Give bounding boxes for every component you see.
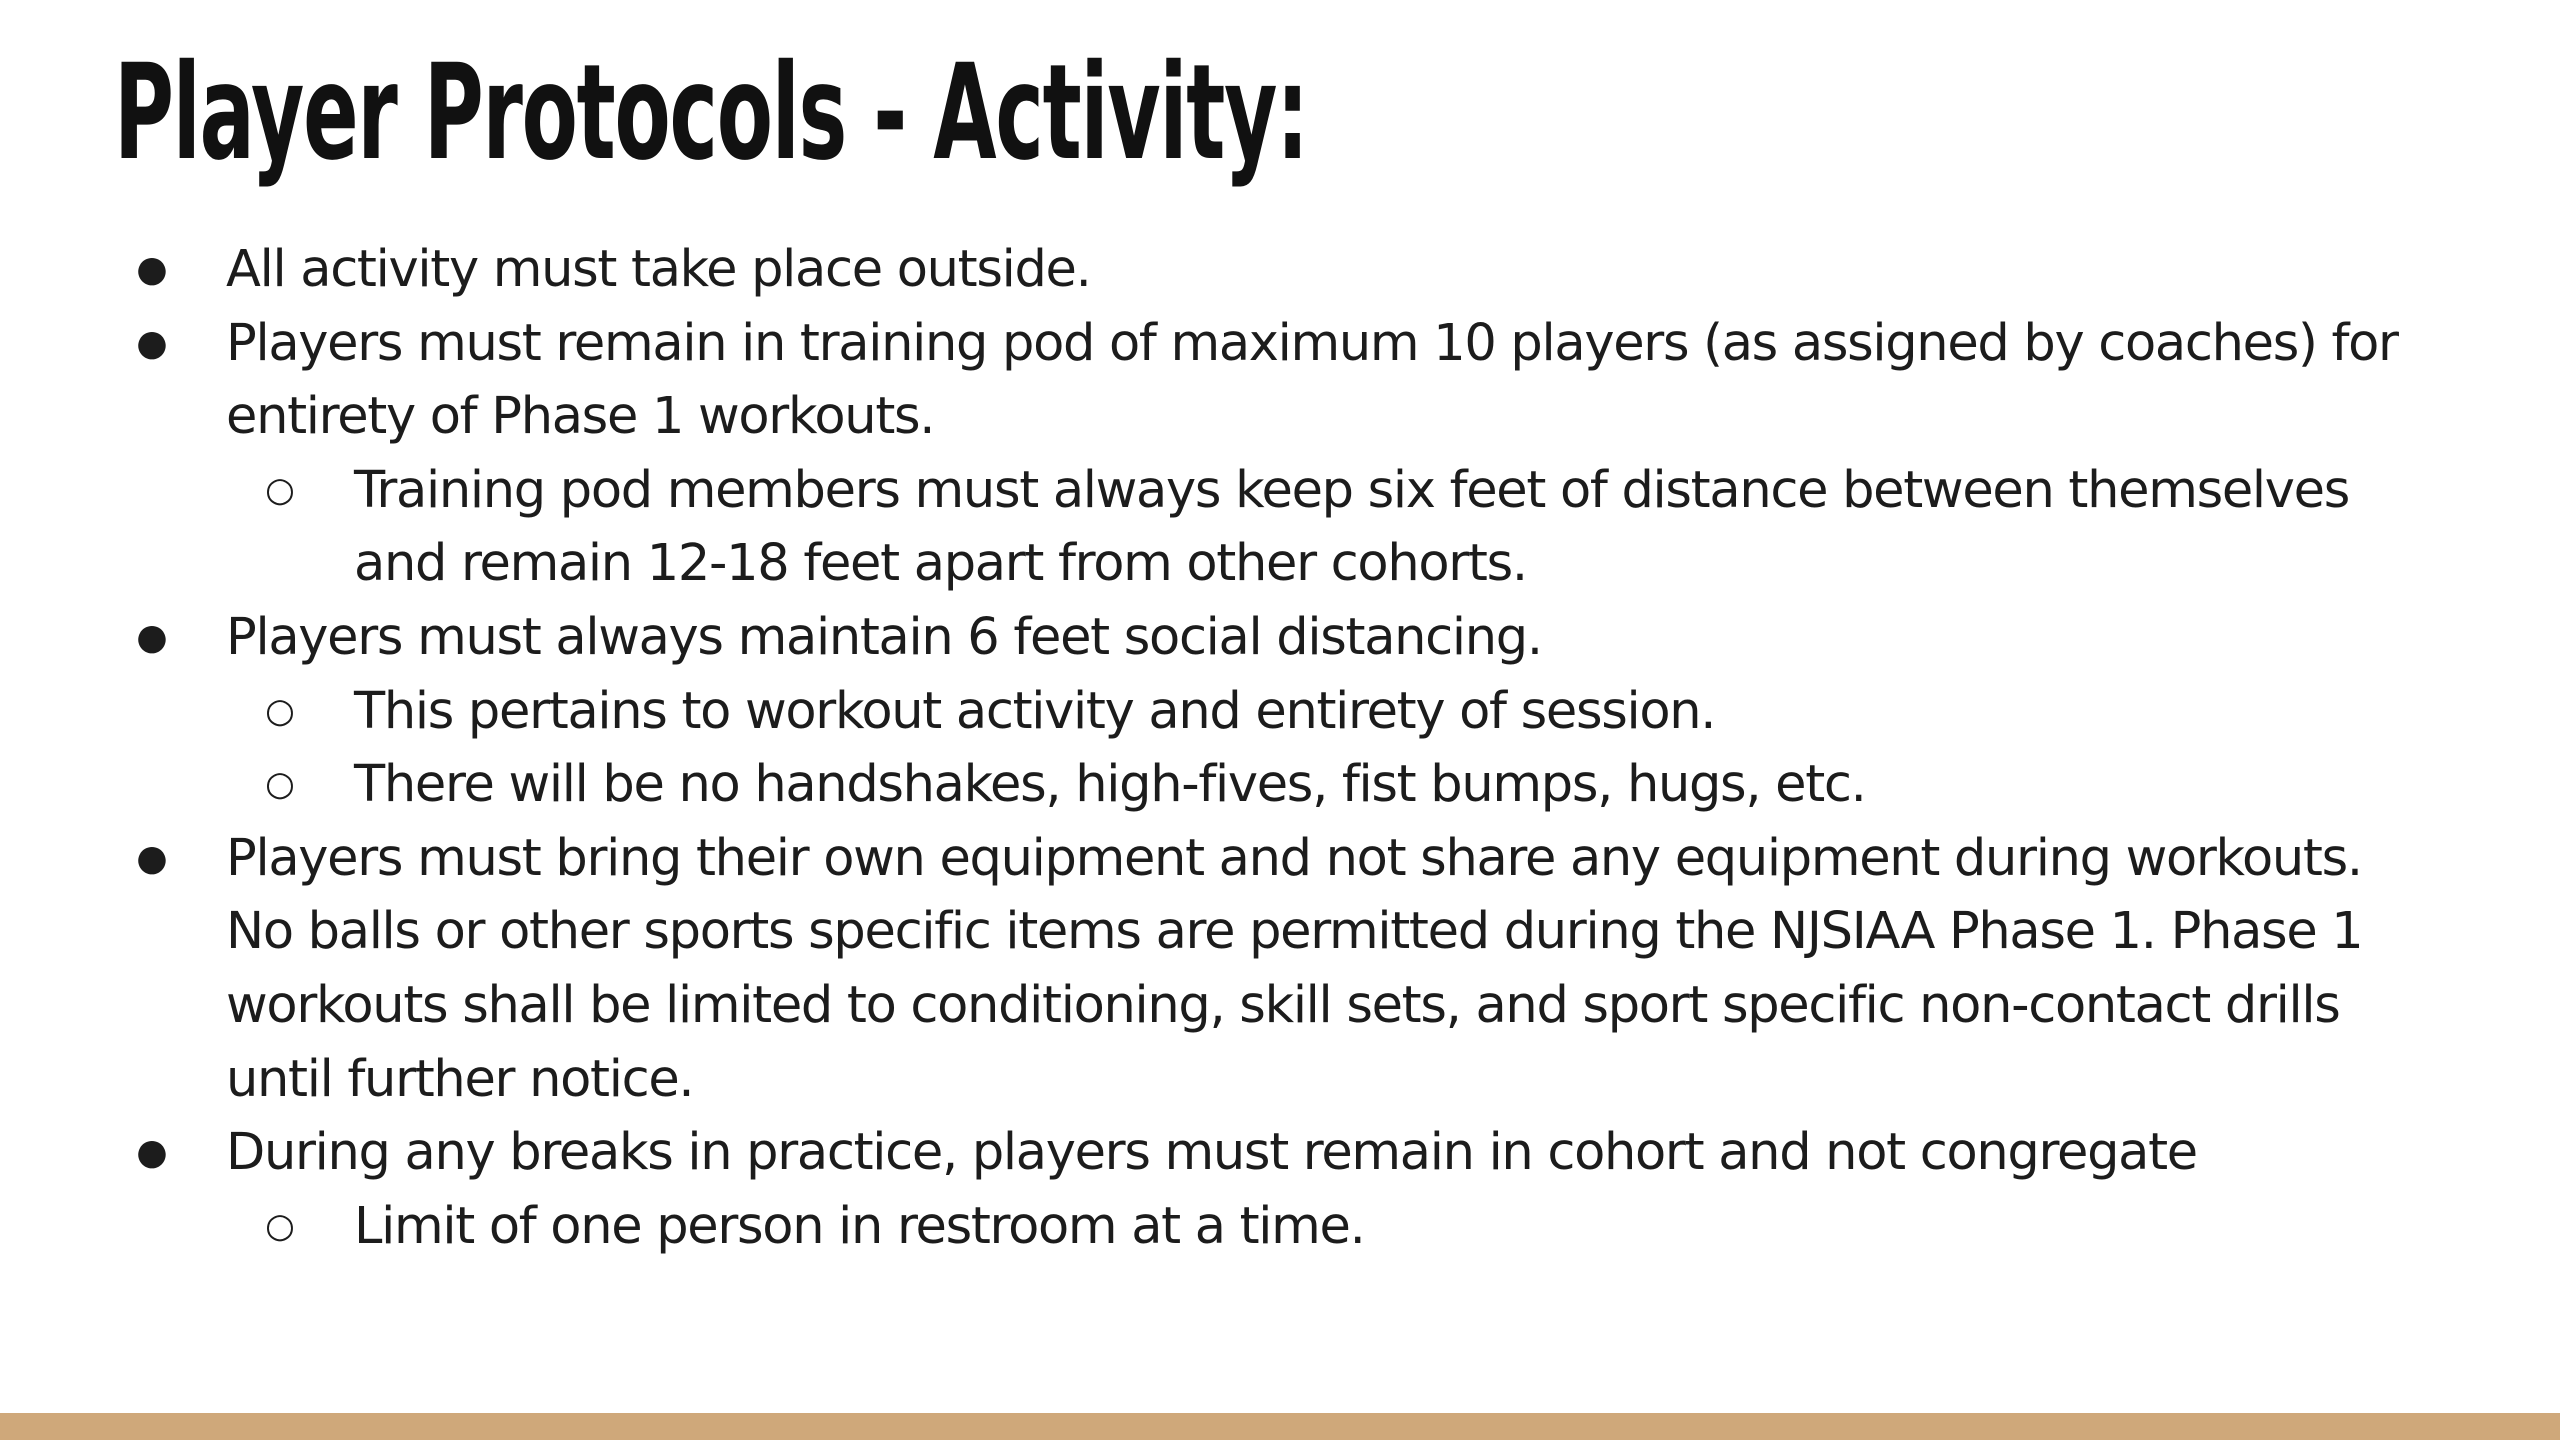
sub-bullet-item: [0, 1190, 2500, 1264]
bullet-text: Players must always maintain 6 feet social distancing.: [226, 607, 1542, 667]
bullet-item: [0, 307, 2500, 381]
slide-title: Player Protocols - Activity:: [114, 36, 1308, 190]
bullet-marker: ●: [136, 249, 168, 290]
bullet-continuation: [0, 969, 2500, 1043]
bullet-item: [0, 822, 2500, 896]
bullet-text: workouts shall be limited to conditioning, skill sets, and sport specific non-contact drills: [226, 975, 2340, 1035]
bullet-item: [0, 1116, 2500, 1190]
bullet-text: Players must bring their own equipment and not share any equipment during workouts.: [226, 828, 2362, 888]
bullet-text: until further notice.: [226, 1049, 694, 1109]
sub-bullet-text: Limit of one person in restroom at a time.: [354, 1196, 1365, 1256]
bullet-marker: ●: [136, 1132, 168, 1174]
sub-bullet-text: There will be no handshakes, high-fives, fist bumps, hugs, etc.: [354, 755, 1866, 815]
sub-bullet-marker: ○: [265, 690, 295, 731]
sub-bullet-marker: ○: [265, 469, 295, 510]
footer-accent-bar: [0, 1413, 2560, 1440]
bullet-item: [0, 233, 2500, 307]
sub-bullet-marker: ○: [265, 764, 295, 805]
bullet-text: No balls or other sports specific items are permitted during the NJSIAA Phase 1. Phase 1: [226, 902, 2363, 962]
bullet-continuation: [0, 895, 2500, 969]
sub-bullet-text: This pertains to workout activity and entirety of session.: [354, 681, 1716, 741]
bullet-continuation: [0, 1043, 2500, 1117]
sub-bullet-item: [0, 675, 2500, 749]
sub-bullet-item: [0, 748, 2500, 822]
bullet-text: During any breaks in practice, players must remain in cohort and not congregate: [226, 1123, 2197, 1183]
sub-bullet-text: Training pod members must always keep six feet of distance between themselves: [354, 460, 2350, 520]
sub-bullet-item: [0, 454, 2500, 528]
bullet-text: All activity must take place outside.: [226, 240, 1091, 299]
bullet-list: [0, 233, 2500, 1263]
bullet-marker: ●: [136, 322, 168, 364]
sub-bullet-marker: ○: [265, 1205, 295, 1246]
bullet-text: entirety of Phase 1 workouts.: [226, 387, 935, 447]
bullet-marker: ●: [136, 837, 168, 879]
bullet-item: [0, 601, 2500, 675]
bullet-marker: ●: [136, 616, 168, 658]
sub-bullet-continuation: [0, 527, 2500, 601]
bullet-continuation: [0, 380, 2500, 454]
sub-bullet-text: and remain 12-18 feet apart from other cohorts.: [354, 534, 1527, 594]
bullet-text: Players must remain in training pod of maximum 10 players (as assigned by coaches) for: [226, 313, 2398, 373]
